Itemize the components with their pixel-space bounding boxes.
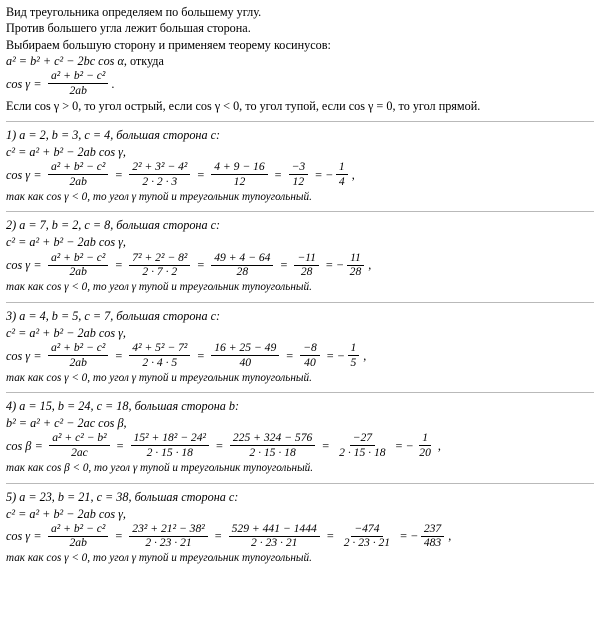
problem-law: c² = a² + b² − 2ab cos γ,: [6, 144, 126, 159]
equals-sign: =: [326, 348, 334, 363]
cos-label: cos γ: [6, 348, 31, 363]
cos-label: cos β: [6, 439, 32, 454]
fraction: [348, 342, 360, 369]
equals-sign: =: [35, 439, 43, 454]
fraction-denominator: 2 · 15 · 18: [339, 445, 386, 459]
equals-sign: =: [34, 348, 41, 363]
fraction: [129, 161, 190, 188]
cos-label: cos γ: [6, 258, 31, 273]
equals-sign: =: [115, 529, 123, 544]
problem-law: c² = a² + b² − 2ab cos γ,: [6, 325, 126, 340]
intro-line-2: Против большего угла лежит большая сторона.: [6, 21, 251, 36]
equals-sign: =: [34, 76, 41, 91]
fraction: [229, 523, 320, 550]
fraction: [416, 432, 434, 459]
problem-block: [6, 128, 594, 204]
minus-sign: −: [406, 439, 414, 454]
fraction-numerator: 49 + 4 − 64: [211, 252, 273, 266]
fraction: [48, 70, 108, 97]
problem-conclusion: так как cos γ < 0, то угол γ тупой и треугольник тупоугольный.: [6, 190, 312, 203]
fraction-denominator: 2 · 4 · 5: [142, 355, 178, 369]
fraction: [211, 252, 273, 279]
intro-block: [6, 5, 594, 114]
intro-line-4: [6, 54, 594, 69]
equals-sign: =: [274, 167, 282, 182]
cos-label: cos γ: [6, 529, 31, 544]
fraction-denominator: 2ac: [71, 445, 88, 459]
cos-label: cos γ: [6, 76, 31, 91]
problems-list: [6, 121, 594, 566]
problem-header: 5) a = 23, b = 21, c = 38, большая сторона c:: [6, 489, 239, 504]
fraction: [289, 161, 309, 188]
fraction-numerator: a² + b² − c²: [48, 70, 108, 84]
problem-block: [6, 309, 594, 385]
fraction-numerator: 11: [347, 252, 364, 266]
fraction: [129, 523, 207, 550]
minus-sign: −: [410, 529, 418, 544]
fraction-numerator: 7² + 2² − 8²: [129, 252, 190, 266]
fraction-numerator: −11: [294, 252, 319, 266]
fraction-denominator: 2ab: [69, 174, 87, 188]
fraction-numerator: a² + b² − c²: [48, 342, 108, 356]
fraction: [294, 252, 319, 279]
divider: [6, 392, 594, 393]
comma: ,: [437, 439, 441, 454]
fraction: [49, 432, 109, 459]
fraction-denominator: 2ab: [69, 83, 87, 97]
fraction-numerator: a² + b² − c²: [48, 161, 108, 175]
fraction: [336, 432, 388, 459]
fraction-numerator: 1: [336, 161, 348, 175]
equals-sign: =: [34, 529, 41, 544]
problem-calculation: [6, 523, 594, 550]
intro-line-1: Вид треугольника определяем по большему углу.: [6, 5, 262, 19]
fraction-numerator: 4² + 5² − 7²: [129, 342, 190, 356]
equals-sign: =: [34, 167, 41, 182]
cosine-law-formula: a² = b² + c² − 2bc cos α: [6, 54, 124, 69]
fraction: [129, 252, 190, 279]
minus-sign: −: [326, 167, 333, 182]
fraction-denominator: 12: [233, 174, 246, 188]
problem-calculation: [6, 433, 594, 460]
intro-line-6: Если cos γ > 0, то угол острый, если cos γ < 0, то угол тупой, если cos γ = 0, то угол прямой.: [6, 99, 481, 114]
problem-block: [6, 218, 594, 294]
problem-header: 3) a = 4, b = 5, c = 7, большая сторона c:: [6, 308, 221, 323]
equals-sign: =: [326, 529, 334, 544]
equals-sign: =: [197, 348, 205, 363]
comma: ,: [368, 258, 372, 273]
fraction-numerator: 529 + 441 − 1444: [229, 523, 320, 537]
problem-law: c² = a² + b² − 2ab cos γ,: [6, 235, 126, 250]
fraction: [129, 342, 190, 369]
problem-calculation: [6, 343, 594, 370]
fraction-denominator: 2 · 23 · 21: [343, 536, 391, 550]
equals-sign: =: [197, 167, 205, 182]
fraction-denominator: 5: [350, 355, 357, 369]
fraction-numerator: 225 + 324 − 576: [230, 432, 315, 446]
fraction-denominator: 2 · 7 · 2: [142, 265, 178, 279]
fraction-denominator: 28: [349, 265, 362, 279]
fraction-numerator: 15² + 18² − 24²: [131, 432, 209, 446]
minus-sign: −: [336, 258, 344, 273]
intro-line-3: Выбираем большую сторону и применяем теорему косинусов:: [6, 37, 331, 52]
fraction: [230, 432, 315, 459]
comma: ,: [351, 167, 355, 182]
equals-sign: =: [280, 258, 288, 273]
fraction-numerator: 237: [421, 523, 444, 537]
fraction: [211, 161, 267, 188]
equals-sign: =: [286, 348, 294, 363]
fraction: [131, 432, 209, 459]
problem-conclusion: так как cos γ < 0, то угол γ тупой и треугольник тупоугольный.: [6, 371, 312, 384]
equals-sign: =: [325, 258, 333, 273]
fraction-numerator: −3: [289, 161, 309, 175]
equals-sign: =: [400, 529, 407, 544]
fraction-numerator: 4 + 9 − 16: [211, 161, 267, 175]
equals-sign: =: [315, 167, 323, 182]
intro-line-4-tail: , откуда: [123, 54, 164, 69]
problem-conclusion: так как cos γ < 0, то угол γ тупой и треугольник тупоугольный.: [6, 552, 312, 565]
equals-sign: =: [115, 258, 123, 273]
fraction-denominator: 28: [236, 265, 249, 279]
fraction-denominator: 2ab: [69, 536, 87, 550]
problem-law: b² = a² + c² − 2ac cos β,: [6, 416, 127, 431]
fraction-numerator: −8: [300, 342, 320, 356]
fraction-denominator: 4: [338, 174, 345, 188]
fraction-denominator: 40: [304, 355, 316, 369]
problem-calculation: [6, 252, 594, 279]
fraction-denominator: 483: [423, 536, 442, 550]
equals-sign: =: [216, 439, 223, 454]
problem-header: 2) a = 7, b = 2, c = 8, большая сторона c:: [6, 218, 221, 233]
fraction-numerator: 2² + 3² − 4²: [129, 161, 190, 175]
fraction-numerator: −27: [350, 432, 375, 446]
period: .: [111, 76, 115, 91]
equals-sign: =: [322, 439, 330, 454]
fraction-denominator: 20: [419, 445, 431, 459]
equals-sign: =: [115, 348, 123, 363]
minus-sign: −: [337, 348, 345, 363]
fraction-numerator: 16 + 25 − 49: [211, 342, 279, 356]
fraction: [341, 523, 393, 550]
equals-sign: =: [115, 167, 123, 182]
fraction-denominator: 2 · 23 · 21: [251, 536, 298, 550]
fraction-denominator: 2 · 2 · 3: [142, 174, 178, 188]
divider: [6, 211, 594, 212]
fraction-denominator: 28: [300, 265, 313, 279]
problem-header: 1) a = 2, b = 3, c = 4, большая сторона c:: [6, 127, 221, 142]
fraction: [347, 252, 365, 279]
fraction-denominator: 2 · 15 · 18: [146, 445, 193, 459]
fraction-denominator: 12: [292, 174, 305, 188]
fraction: [48, 161, 108, 188]
fraction: [211, 342, 279, 369]
fraction-denominator: 2ab: [69, 355, 87, 369]
equals-sign: =: [116, 439, 124, 454]
equals-sign: =: [395, 439, 403, 454]
fraction-denominator: 40: [239, 355, 252, 369]
fraction-denominator: 2 · 23 · 21: [145, 536, 192, 550]
problem-conclusion: так как cos β < 0, то угол γ тупой и треугольник тупоугольный.: [6, 462, 314, 474]
problem-block: [6, 399, 594, 475]
divider: [6, 121, 594, 122]
cos-gamma-definition: [6, 71, 594, 98]
divider: [6, 302, 594, 303]
equals-sign: =: [197, 258, 205, 273]
fraction-numerator: 1: [348, 342, 360, 356]
equals-sign: =: [34, 258, 41, 273]
fraction-numerator: 1: [419, 432, 431, 446]
fraction: [336, 161, 348, 188]
fraction-denominator: 2 · 15 · 18: [249, 445, 296, 459]
fraction: [48, 342, 108, 369]
divider: [6, 483, 594, 484]
fraction-numerator: 23² + 21² − 38²: [129, 523, 207, 537]
problem-law: c² = a² + b² − 2ab cos γ,: [6, 506, 126, 521]
fraction: [48, 252, 108, 279]
problem-block: [6, 490, 594, 566]
fraction: [300, 342, 320, 369]
fraction: [421, 523, 444, 550]
comma: ,: [448, 529, 452, 544]
fraction-numerator: a² + b² − c²: [48, 523, 108, 537]
problem-header: 4) a = 15, b = 24, c = 18, большая сторона b:: [6, 399, 240, 414]
cos-label: cos γ: [6, 167, 31, 182]
comma: ,: [363, 348, 367, 363]
fraction-denominator: 2ab: [69, 265, 87, 279]
problem-conclusion: так как cos γ < 0, то угол γ тупой и треугольник тупоугольный.: [6, 281, 312, 294]
problem-calculation: [6, 162, 594, 189]
fraction-numerator: −474: [351, 523, 382, 537]
fraction-numerator: a² + b² − c²: [48, 252, 108, 266]
equals-sign: =: [214, 529, 222, 544]
fraction-numerator: a² + c² − b²: [49, 432, 109, 446]
fraction: [48, 523, 108, 550]
